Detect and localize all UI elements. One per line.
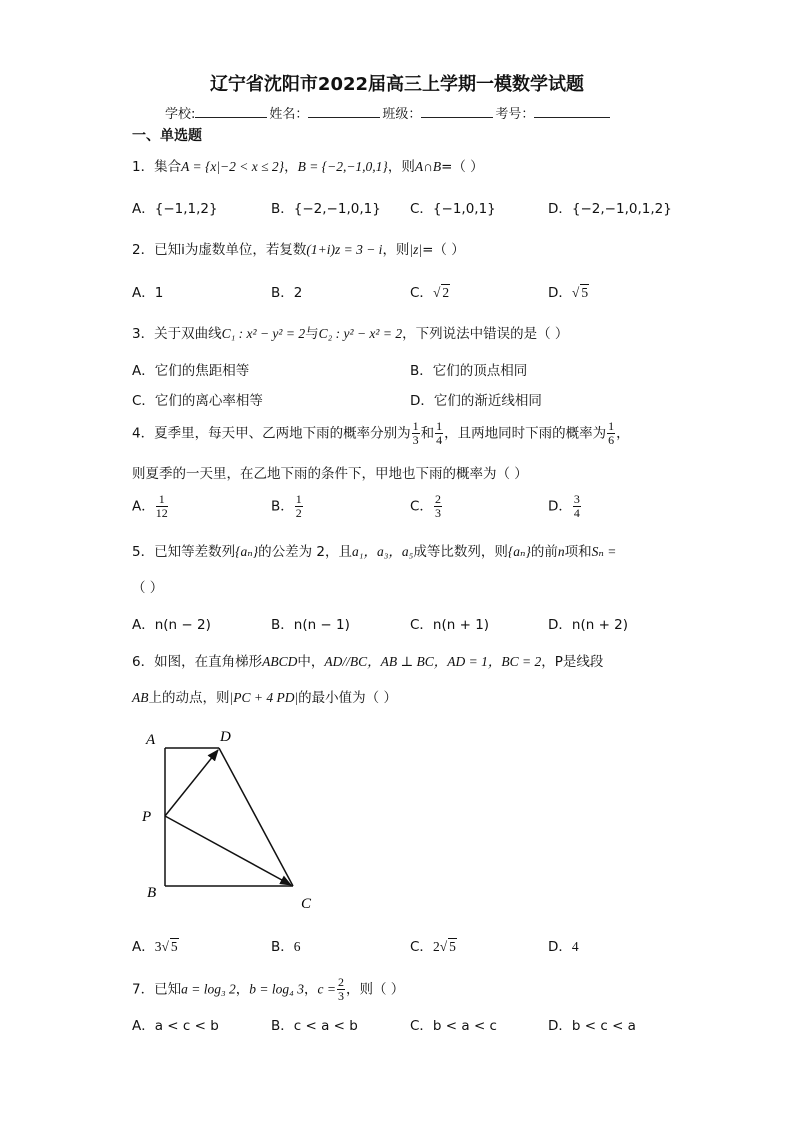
fraction: $\frac{2}{3}$ [434, 492, 441, 520]
fraction: $\frac{3}{4}$ [573, 492, 580, 520]
option-label: D． [548, 285, 572, 301]
question-text: ，下列说法中错误的是（ ） [402, 326, 569, 342]
question-5 [132, 540, 616, 560]
school-blank[interactable] [195, 105, 267, 118]
exam-no-blank[interactable] [534, 105, 610, 118]
question-text: 如图，在直角梯形 [154, 654, 263, 670]
q6-option-d[interactable]: D．4 [548, 939, 579, 955]
q2-option-d[interactable]: D．√ 5 [548, 285, 589, 301]
label-p: P [142, 809, 152, 825]
q1-option-b[interactable]: B．{−2,−1,0,1} [271, 201, 381, 217]
vector-pc [165, 816, 291, 885]
question-1 [132, 155, 484, 175]
q2-option-a[interactable]: A．1 [132, 285, 164, 301]
math-expr: (1+i)z = 3 − i [306, 242, 383, 257]
question-5-line-2: （ ） [132, 580, 164, 596]
vector-expr: |PC + 4 PD| [229, 690, 299, 705]
q7-option-a[interactable]: A．a < c < b [132, 1018, 219, 1034]
q7-option-b[interactable]: B．c < a < b [271, 1018, 358, 1034]
question-number: 7． [132, 981, 155, 998]
math-expr: n [557, 544, 565, 559]
class-blank[interactable] [421, 105, 493, 118]
question-text: =（ ） [441, 159, 484, 175]
q4-option-c[interactable]: C． $\frac{2}{3}$ [410, 492, 441, 520]
question-text: 已知 [154, 981, 182, 998]
question-text: ， [616, 425, 630, 442]
trapezoid-figure [138, 725, 328, 915]
q5-option-a[interactable]: A．n(n − 2) [132, 617, 211, 633]
question-2 [132, 238, 465, 258]
math-expr: c = [317, 981, 336, 997]
question-text: =（ ） [422, 242, 465, 258]
label-d: D [220, 729, 231, 745]
math-expr: a = log₃ 2 [181, 981, 236, 997]
fraction: $\frac{1}{6}$ [608, 419, 615, 447]
fraction: $\frac{1}{4}$ [436, 419, 443, 447]
math-expr: |z| [409, 242, 423, 257]
q4-option-d[interactable]: D． $\frac{3}{4}$ [548, 492, 580, 520]
q5-option-c[interactable]: C．n(n + 1) [410, 617, 490, 633]
question-text: 夏季里，每天甲、乙两地下雨的概率分别为 [154, 425, 411, 442]
q5-option-d[interactable]: D．n(n + 2) [548, 617, 629, 633]
q2-option-b[interactable]: B．2 [271, 285, 303, 301]
q7-option-d[interactable]: D．b < c < a [548, 1018, 636, 1034]
math-root: 5 [581, 285, 589, 300]
math-expr: ABCD [262, 654, 298, 669]
question-number: 4． [132, 425, 155, 442]
math-expr: Sₙ = [591, 544, 617, 559]
math-expr: A∩B [414, 159, 442, 174]
fraction: $\frac{1}{12}$ [155, 492, 168, 520]
question-text: 的前 [530, 544, 558, 560]
name-label: 姓名： [269, 107, 309, 122]
question-number: 2． [132, 242, 155, 258]
math-expr: B = {−2,−1,0,1} [297, 159, 388, 174]
page-title: 辽宁省沈阳市2022届高三上学期一模数学试题 [209, 74, 585, 95]
q3-option-a[interactable]: A．它们的焦距相等 [132, 363, 250, 379]
q7-option-c[interactable]: C．b < a < c [410, 1018, 497, 1034]
q3-option-c[interactable]: C．它们的离心率相等 [132, 393, 263, 409]
question-4-line-2: 则夏季的一天里，在乙地下雨的条件下，甲地也下雨的概率为（ ） [132, 466, 528, 482]
question-text: 的公差为 2，且 [258, 544, 353, 560]
question-text: 项和 [564, 544, 592, 560]
question-6 [132, 650, 603, 670]
question-text: ，P是线段 [541, 654, 604, 670]
question-text: 的最小值为（ ） [298, 690, 397, 706]
class-label: 班级： [382, 107, 422, 122]
label-b: B [147, 885, 157, 901]
q4-option-a[interactable]: A． $\frac{1}{12}$ [132, 492, 168, 520]
question-text: ，且两地同时下雨的概率为 [444, 425, 607, 442]
math-expr: AB [132, 690, 149, 705]
q6-option-a[interactable]: A．3√ 5 [132, 939, 178, 955]
question-4 [132, 420, 630, 447]
q3-option-d[interactable]: D．它们的渐近线相同 [410, 393, 542, 409]
fraction: $\frac{1}{3}$ [412, 419, 419, 447]
question-number: 6． [132, 654, 155, 670]
math-expr: b = log₄ 3 [249, 981, 304, 997]
fraction: $\frac{2}{3}$ [337, 975, 344, 1003]
question-text: ， [303, 981, 318, 998]
q5-option-b[interactable]: B．n(n − 1) [271, 617, 350, 633]
math-expr: C₂ : y² − x² = 2 [318, 326, 403, 341]
label-c: C [301, 896, 312, 912]
q3-option-b[interactable]: B．它们的顶点相同 [410, 363, 528, 379]
math-expr: a₁，a₃，a₅ [352, 544, 414, 559]
question-text: 成等比数列，则 [413, 544, 508, 560]
q1-option-c[interactable]: C．{−1,0,1} [410, 201, 496, 217]
option-label: C． [410, 285, 433, 301]
math-root: 2 [442, 285, 450, 300]
question-text: ，则 [387, 159, 415, 175]
math-expr: C₁ : x² − y² = 2 [221, 326, 306, 341]
question-text: ， [284, 159, 298, 175]
question-text: 与 [305, 326, 319, 342]
question-text: 中， [297, 654, 325, 670]
math-expr: {aₙ} [235, 544, 259, 559]
q1-option-a[interactable]: A．{−1,1,2} [132, 201, 218, 217]
question-3 [132, 322, 568, 342]
q1-option-d[interactable]: D．{−2,−1,0,1,2} [548, 201, 672, 217]
math-expr: AD//BC，AB ⊥ BC，AD = 1，BC = 2 [324, 654, 542, 669]
section-heading: 一、单选题 [132, 128, 202, 144]
question-7 [132, 976, 404, 1003]
q6-option-c[interactable]: C．2√ 5 [410, 939, 456, 955]
math-expr: A = {x|−2 < x ≤ 2} [181, 159, 285, 174]
exam-no-label: 考号： [495, 107, 535, 122]
school-label: 学校: [165, 107, 196, 122]
q2-option-c[interactable]: C．√ 2 [410, 285, 450, 301]
student-info-line [165, 103, 612, 122]
question-text: ，则（ ） [345, 981, 405, 998]
question-number: 1． [132, 159, 155, 175]
question-6-line-2 [132, 686, 397, 706]
question-text: ， [235, 981, 250, 998]
question-text: 关于双曲线 [154, 326, 222, 342]
fraction: $\frac{1}{2}$ [295, 492, 302, 520]
q6-option-b[interactable]: B．6 [271, 939, 301, 955]
question-text: ，则 [382, 242, 410, 258]
vector-pd [165, 750, 218, 816]
question-number: 3． [132, 326, 155, 342]
q4-option-b[interactable]: B． $\frac{1}{2}$ [271, 492, 302, 520]
name-blank[interactable] [308, 105, 380, 118]
question-text: 和 [420, 425, 435, 442]
question-text: 已知i为虚数单位，若复数 [154, 242, 307, 258]
question-text: 已知等差数列 [154, 544, 236, 560]
question-text: 上的动点，则 [148, 690, 230, 706]
math-expr: {aₙ} [507, 544, 531, 559]
label-a: A [146, 732, 156, 748]
question-number: 5． [132, 544, 155, 560]
question-text: 集合 [154, 159, 182, 175]
